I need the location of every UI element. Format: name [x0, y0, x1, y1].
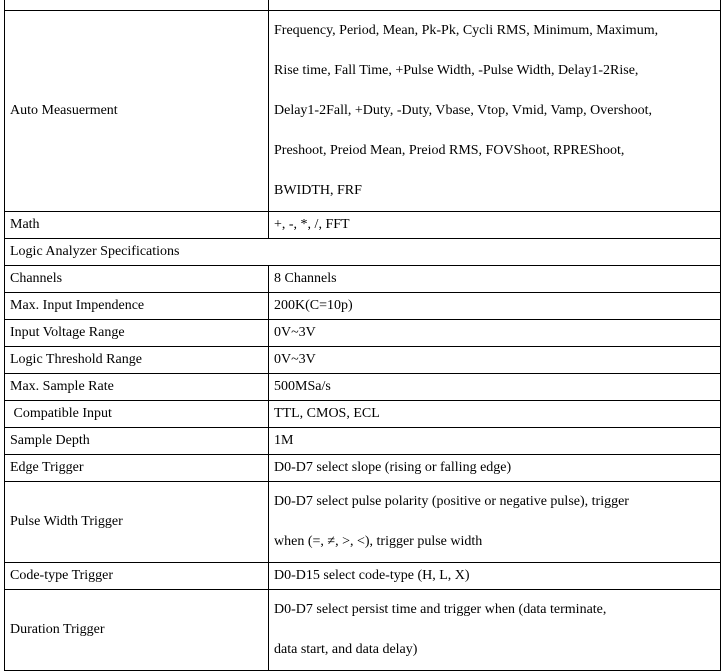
table-row — [5, 212, 721, 239]
table-row — [5, 347, 721, 374]
spec-label: Auto Measuerment — [5, 11, 269, 212]
spec-value-line: Rise time, Fall Time, +Pulse Width, -Pulse Width, Delay1-2Rise, — [274, 63, 639, 78]
spec-value-line: D0-D7 select persist time and trigger when (data terminate, — [274, 602, 607, 617]
spec-label: Duration Trigger — [5, 590, 269, 671]
spec-label: Max. Sample Rate — [5, 374, 269, 401]
table-row — [5, 590, 721, 671]
spec-value — [269, 0, 721, 11]
spec-label: Input Voltage Range — [5, 320, 269, 347]
spec-value: 500MSa/s — [269, 374, 721, 401]
table-row — [5, 563, 721, 590]
spec-value-line: Preshoot, Preiod Mean, Preiod RMS, FOVShoot, RPREShoot, — [274, 143, 625, 158]
table-row — [5, 401, 721, 428]
spec-value: 8 Channels — [269, 266, 721, 293]
spec-label: Channels — [5, 266, 269, 293]
spec-label: Logic Threshold Range — [5, 347, 269, 374]
spec-value: D0-D7 select slope (rising or falling edge) — [269, 455, 721, 482]
spec-value: +, -, *, /, FFT — [269, 212, 721, 239]
spec-value-line: Frequency, Period, Mean, Pk-Pk, Cycli RMS, Minimum, Maximum, — [274, 23, 659, 38]
spec-value-line: Delay1-2Fall, +Duty, -Duty, Vbase, Vtop, Vmid, Vamp, Overshoot, — [274, 103, 652, 118]
section-header-row — [5, 239, 721, 266]
spec-value-line: D0-D7 select pulse polarity (positive or negative pulse), trigger — [274, 494, 629, 509]
spec-label: Math — [5, 212, 269, 239]
spec-label: Compatible Input — [5, 401, 269, 428]
spec-value: TTL, CMOS, ECL — [269, 401, 721, 428]
spec-value: D0-D15 select code-type (H, L, X) — [269, 563, 721, 590]
spec-value — [269, 590, 721, 671]
spec-label: Sample Depth — [5, 428, 269, 455]
table-row — [5, 482, 721, 563]
table-row — [5, 266, 721, 293]
table-row — [5, 374, 721, 401]
section-title: Logic Analyzer Specifications — [5, 239, 721, 266]
spec-label: Code-type Trigger — [5, 563, 269, 590]
spec-value — [269, 11, 721, 212]
spec-value: 200K(C=10p) — [269, 293, 721, 320]
table-row — [5, 428, 721, 455]
spec-value-line: BWIDTH, FRF — [274, 183, 362, 198]
spec-value-line: data start, and data delay) — [274, 642, 418, 657]
spec-label: Edge Trigger — [5, 455, 269, 482]
table-row — [5, 455, 721, 482]
table-row — [5, 320, 721, 347]
spec-value: 0V~3V — [269, 347, 721, 374]
spec-label — [5, 0, 269, 11]
spec-value: 1M — [269, 428, 721, 455]
spec-value: 0V~3V — [269, 320, 721, 347]
table-row — [5, 0, 721, 11]
table-row — [5, 293, 721, 320]
spec-value-line: when (=, ≠, >, <), trigger pulse width — [274, 534, 483, 549]
specifications-table — [4, 0, 721, 671]
spec-value — [269, 482, 721, 563]
spec-label: Max. Input Impendence — [5, 293, 269, 320]
spec-label: Pulse Width Trigger — [5, 482, 269, 563]
table-row — [5, 11, 721, 212]
